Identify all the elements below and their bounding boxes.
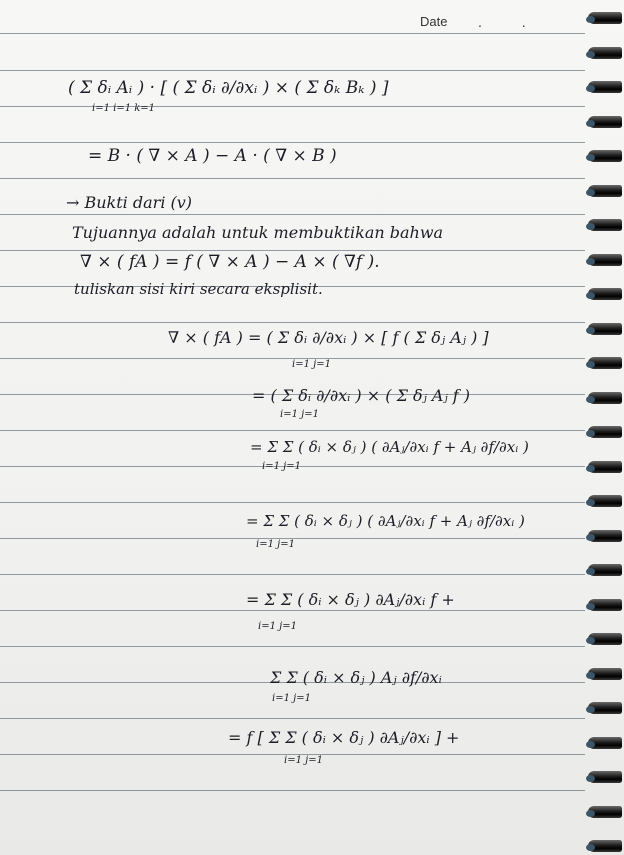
spiral-coil xyxy=(586,668,622,682)
handwritten-line: Σ Σ ( δᵢ × δⱼ ) Aⱼ ∂f/∂xᵢ xyxy=(270,668,442,687)
coil-hole xyxy=(586,120,595,127)
spiral-coil xyxy=(586,150,622,164)
coil-hole xyxy=(586,499,595,506)
handwritten-line: ∇ × ( fA ) = ( Σ δᵢ ∂/∂xᵢ ) × [ f ( Σ δⱼ Aⱼ ) ] xyxy=(168,328,489,347)
spiral-coil xyxy=(586,806,622,820)
handwritten-subscript: i=1 i=1 k=1 xyxy=(92,103,156,114)
spiral-coil xyxy=(586,771,622,785)
ruled-line xyxy=(0,214,585,215)
coil-hole xyxy=(586,534,595,541)
spiral-coil xyxy=(586,47,622,61)
handwritten-line: → Bukti dari (v) xyxy=(66,193,193,212)
coil-hole xyxy=(586,396,595,403)
handwritten-line: = B · ( ∇ × A ) − A · ( ∇ × B ) xyxy=(88,146,337,166)
coil-hole xyxy=(586,568,595,575)
coil-hole xyxy=(586,741,595,748)
spiral-coil xyxy=(586,323,622,337)
spiral-coil xyxy=(586,185,622,199)
spiral-coil xyxy=(586,219,622,233)
spiral-coil xyxy=(586,357,622,371)
spiral-coil xyxy=(586,392,622,406)
handwritten-line: = Σ Σ ( δᵢ × δⱼ ) ∂Aⱼ/∂xᵢ f + xyxy=(246,590,455,609)
coil-hole xyxy=(586,327,595,334)
ruled-line xyxy=(0,142,585,143)
handwritten-subscript: i=1 j=1 xyxy=(258,621,297,632)
handwritten-line: ( Σ δᵢ Aᵢ ) · [ ( Σ δᵢ ∂/∂xᵢ ) × ( Σ δₖ Bₖ ) ] xyxy=(68,78,389,98)
spiral-coil xyxy=(586,633,622,647)
ruled-line xyxy=(0,178,585,179)
handwritten-line: = ( Σ δᵢ ∂/∂xᵢ ) × ( Σ δⱼ Aⱼ f ) xyxy=(252,386,471,405)
coil-hole xyxy=(586,637,595,644)
spiral-coil xyxy=(586,564,622,578)
coil-hole xyxy=(586,810,595,817)
ruled-line xyxy=(0,250,585,251)
ruled-line xyxy=(0,430,585,431)
ruled-line xyxy=(0,718,585,719)
ruled-line xyxy=(0,70,585,71)
coil-hole xyxy=(586,223,595,230)
handwritten-subscript: i=1 j=1 xyxy=(262,461,301,472)
coil-hole xyxy=(586,85,595,92)
spiral-coil xyxy=(586,116,622,130)
coil-hole xyxy=(586,672,595,679)
ruled-line xyxy=(0,610,585,611)
spiral-coil xyxy=(586,737,622,751)
handwritten-subscript: i=1 j=1 xyxy=(292,359,331,370)
coil-hole xyxy=(586,603,595,610)
coil-hole xyxy=(586,775,595,782)
spiral-coil xyxy=(586,599,622,613)
coil-hole xyxy=(586,51,595,58)
spiral-coil xyxy=(586,426,622,440)
ruled-line xyxy=(0,106,585,107)
coil-hole xyxy=(586,465,595,472)
spiral-coil xyxy=(586,530,622,544)
coil-hole xyxy=(586,706,595,713)
coil-hole xyxy=(586,258,595,265)
spiral-coil xyxy=(586,254,622,268)
coil-hole xyxy=(586,154,595,161)
handwritten-subscript: i=1 j=1 xyxy=(284,755,323,766)
handwritten-line: ∇ × ( fA ) = f ( ∇ × A ) − A × ( ∇f ). xyxy=(80,252,380,272)
ruled-line xyxy=(0,502,585,503)
ruled-line xyxy=(0,322,585,323)
coil-hole xyxy=(586,16,595,23)
ruled-line xyxy=(0,790,585,791)
spiral-binding xyxy=(584,0,624,855)
handwritten-line: = Σ Σ ( δᵢ × δⱼ ) ( ∂Aⱼ/∂xᵢ f + Aⱼ ∂f/∂xᵢ ) xyxy=(246,512,525,530)
spiral-coil xyxy=(586,840,622,854)
coil-hole xyxy=(586,361,595,368)
date-label: Date xyxy=(420,14,448,29)
handwritten-line: tuliskan sisi kiri secara eksplisit. xyxy=(74,280,323,298)
date-dots: . . xyxy=(478,14,544,30)
spiral-coil xyxy=(586,495,622,509)
ruled-line xyxy=(0,646,585,647)
handwritten-line: = Σ Σ ( δᵢ × δⱼ ) ( ∂Aⱼ/∂xᵢ f + Aⱼ ∂f/∂xᵢ ) xyxy=(250,438,529,456)
coil-hole xyxy=(586,189,595,196)
handwritten-subscript: i=1 j=1 xyxy=(280,409,319,420)
spiral-coil xyxy=(586,12,622,26)
coil-hole xyxy=(586,292,595,299)
ruled-line xyxy=(0,574,585,575)
handwritten-subscript: i=1 j=1 xyxy=(256,539,295,550)
ruled-line xyxy=(0,33,585,34)
spiral-coil xyxy=(586,702,622,716)
handwritten-line: = f [ Σ Σ ( δᵢ × δⱼ ) ∂Aⱼ/∂xᵢ ] + xyxy=(228,728,460,747)
spiral-coil xyxy=(586,288,622,302)
spiral-coil xyxy=(586,81,622,95)
coil-hole xyxy=(586,844,595,851)
handwritten-line: Tujuannya adalah untuk membuktikan bahwa xyxy=(72,223,444,242)
coil-hole xyxy=(586,430,595,437)
handwritten-subscript: i=1 j=1 xyxy=(272,693,311,704)
spiral-coil xyxy=(586,461,622,475)
